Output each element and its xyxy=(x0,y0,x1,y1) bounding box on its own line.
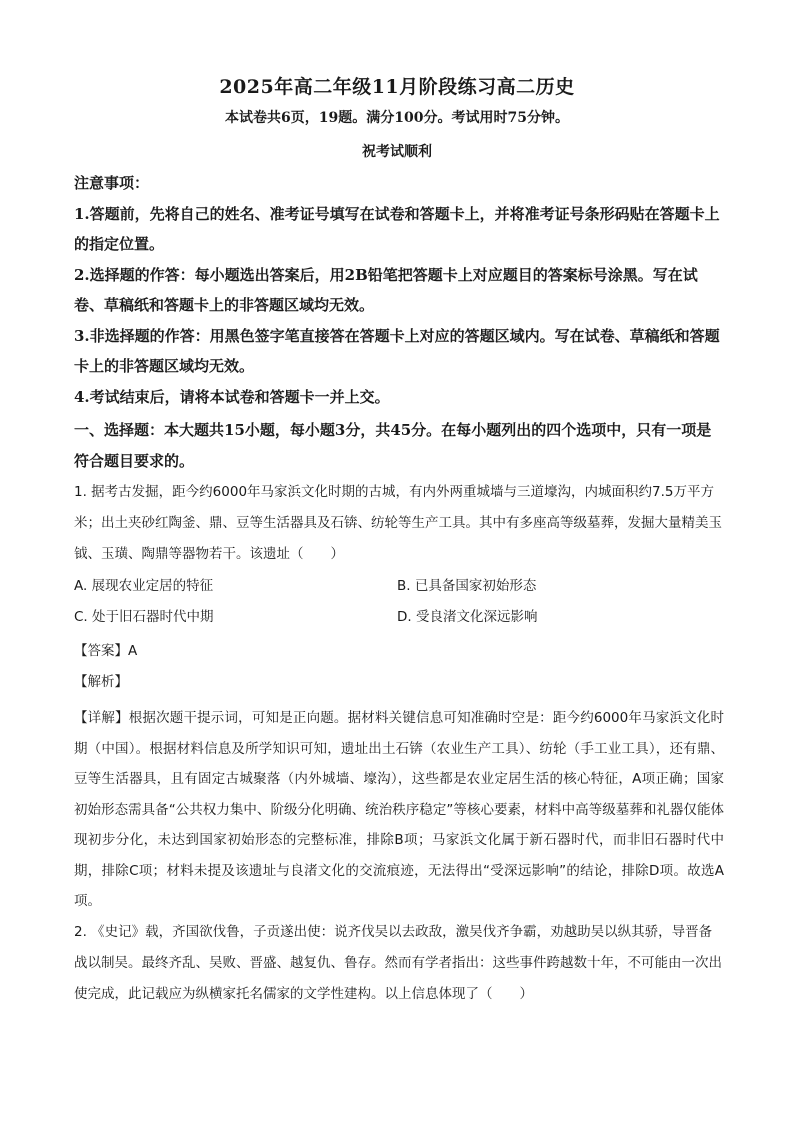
instruction-item: 3.非选择题的作答：用黑色签字笔直接答在答题卡上对应的答题区域内。写在试卷、草稿纸和答题卡上的非答题区域均无效。 xyxy=(74,326,720,375)
answer-label: 【答案】A xyxy=(74,643,138,659)
instruction-item: 1.答题前，先将自己的姓名、准考证号填写在试卷和答题卡上，并将准考证号条形码贴在答题卡上的指定位置。 xyxy=(74,204,720,253)
question-1-stem: 1. 据考古发掘，距今约6000年马家浜文化时期的古城，有内外两重城墙与三道壕沟，内城面积约7.5万平方米；出土夹砂红陶釜、鼎、豆等生活器具及石锛、纺轮等生产工具。其中有多座高等级墓葬，发掘大量精美玉钺、玉璜、陶鼎等器物若干。该遗址（ ） xyxy=(74,484,722,562)
good-luck-line: 祝考试顺利 xyxy=(362,144,432,160)
analysis-label: 【解析】 xyxy=(74,674,128,690)
page-title: 2025年高二年级11月阶段练习高二历史 xyxy=(219,76,575,98)
section-heading: 一、选择题：本大题共15小题，每小题3分，共45分。在每小题列出的四个选项中，只有一项是符合题目要求的。 xyxy=(74,421,712,470)
instructions-heading: 注意事项： xyxy=(74,174,150,192)
instruction-item: 4.考试结束后，请将本试卷和答题卡一并上交。 xyxy=(74,387,390,406)
option-a: A. 展现农业定居的特征 xyxy=(74,578,214,594)
instruction-item: 2.选择题的作答：每小题选出答案后，用2B铅笔把答题卡上对应题目的答案标号涂黑。写在试卷、草稿纸和答题卡上的非答题区域均无效。 xyxy=(74,265,698,314)
option-b: B. 已具备国家初始形态 xyxy=(397,578,537,594)
exam-info: 本试卷共6页，19题。满分100分。考试用时75分钟。 xyxy=(225,110,569,126)
instructions-block xyxy=(74,168,724,412)
question-1-options xyxy=(74,571,724,633)
option-d: D. 受良渚文化深远影响 xyxy=(397,609,538,625)
option-c: C. 处于旧石器时代中期 xyxy=(74,609,214,625)
question-2-stem: 2. 《史记》载，齐国欲伐鲁，子贡遂出使：说齐伐吴以去政敌，激吴伐齐争霸，劝越助吴以纵其骄，导晋备战以制吴。最终齐乱、吴败、晋盛、越复仇、鲁存。然而有学者指出：这些事件跨越数十年，不可能由一次出使完成，此记载应为纵横家托名儒家的文学性建构。以上信息体现了（ ） xyxy=(74,924,722,1002)
detail-explanation: 【详解】根据次题干提示词，可知是正向题。据材料关键信息可知准确时空是：距今约6000年马家浜文化时期（中国）。根据材料信息及所学知识可知，遗址出土石锛（农业生产工具）、纺轮（手工业工具），还有鼎、豆等生活器具，且有固定古城聚落（内外城墙、壕沟），这些都是农业定居生活的核心特征，A项正确；国家初始形态需具备“公共权力集中、阶级分化明确、统治秩序稳定”等核心要素，材料中高等级墓葬和礼器仅能体现初步分化，未达到国家初始形态的完整标准，排除B项；马家浜文化属于新石器时代，而非旧石器时代中期，排除C项；材料未提及该遗址与良渚文化的交流痕迹，无法得出“受深远影响”的结论，排除D项。故选A项。 xyxy=(74,710,724,909)
